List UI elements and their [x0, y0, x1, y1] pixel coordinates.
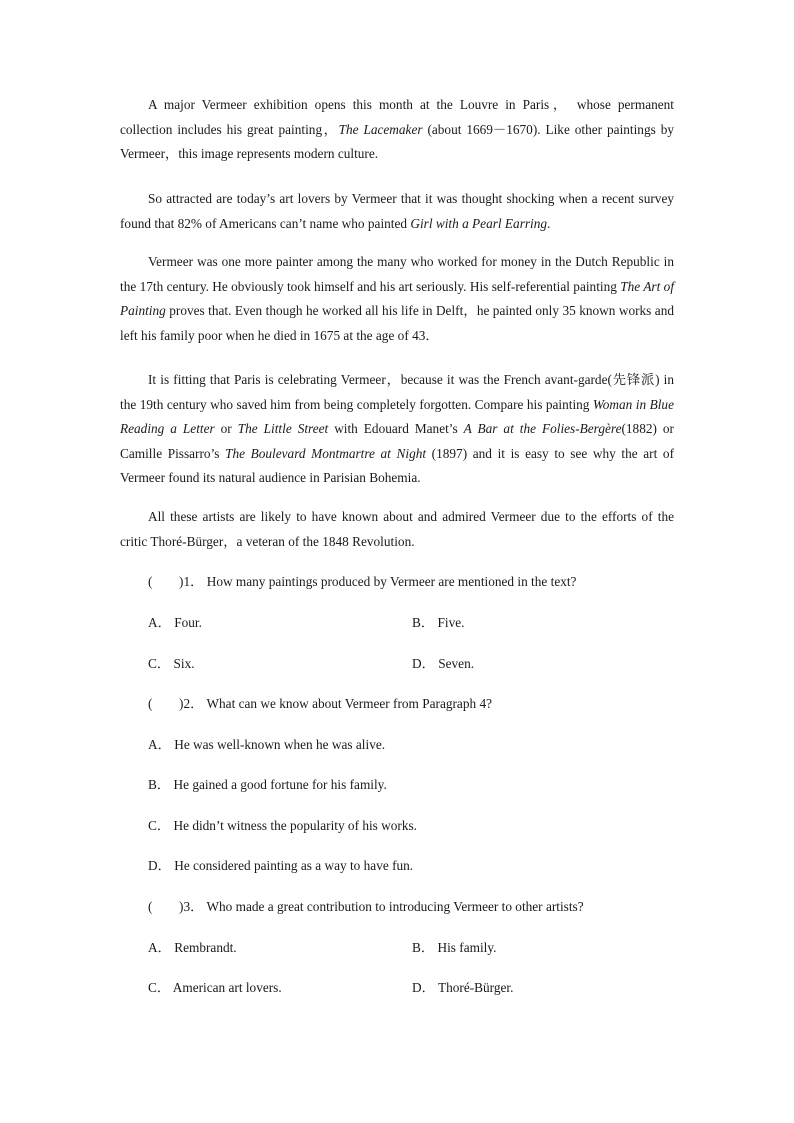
paragraph-4	[120, 368, 674, 491]
paragraph-3	[120, 250, 674, 348]
paragraph-4-text-i: (1897) and it is easy to see why the art of Vermeer found its natural audience in Parisian Bohemia.	[120, 445, 674, 485]
paragraph-5	[120, 505, 674, 554]
paragraph-2-text-a: So attracted are today’s art lovers by Vermeer that it was thought shocking when a recent survey found that 82% of Americans can’t name who painted	[120, 191, 674, 231]
painting-title-bar-folies: A Bar at the Folies-Bergère	[463, 421, 622, 436]
question-3-stem: ( )3． Who made a great contribution to introducing Vermeer to other artists?	[148, 899, 584, 914]
painting-title-boulevard-montmartre: The Boulevard Montmartre at Night	[225, 445, 427, 461]
painting-title-art-of-painting: The Art of Painting	[120, 278, 675, 318]
question-1-option-b[interactable]: B． Five.	[412, 615, 465, 630]
paragraph-4-text-e: with Edouard Manet’s	[328, 421, 464, 436]
paragraph-4-text-c: or	[214, 421, 238, 436]
paragraph-3-text-a: Vermeer was one more painter among the many who worked for money in the Dutch Republic in the 17th century. He obviously took himself and his art seriously. His self-referential painting	[120, 254, 674, 294]
question-3-option-a[interactable]: A． Rembrandt.	[148, 940, 237, 955]
question-1-option-c[interactable]: C． Six.	[148, 656, 195, 671]
question-2-option-d[interactable]: D． He considered painting as a way to have fun.	[148, 858, 414, 873]
painting-title-pearl-earring: Girl with a Pearl Earring	[410, 215, 548, 231]
paragraph-4-text-a: It is fitting that Paris is celebrating Vermeer，because it was the French avant-garde(先锋派) in the 19th century who saved him from being completely forgotten. Compare his painting	[120, 372, 674, 412]
paragraph-1-text-a: A major Vermeer exhibition opens this month at the Louvre in Paris， whose permanent collection includes his great painting，	[120, 97, 674, 137]
question-2-option-b[interactable]: B． He gained a good fortune for his family.	[148, 777, 387, 792]
question-2-stem: ( )2． What can we know about Vermeer from Paragraph 4?	[148, 696, 493, 711]
question-3-option-d[interactable]: D． Thoré-Bürger.	[412, 980, 514, 995]
paragraph-2	[120, 187, 674, 236]
paragraph-1-text-c: (about 1669－1670). Like other paintings by Vermeer，this image represents modern culture.	[120, 121, 674, 161]
painting-title-woman-in-blue: Woman in Blue Reading a Letter	[120, 396, 674, 436]
question-2-option-c[interactable]: C． He didn’t witness the popularity of his works.	[148, 818, 417, 833]
question-1-option-d[interactable]: D． Seven.	[412, 656, 475, 671]
question-1-stem: ( )1． How many paintings produced by Vermeer are mentioned in the text?	[148, 574, 577, 589]
painting-title-lacemaker: The Lacemaker	[338, 121, 423, 137]
paragraph-3-text-c: proves that. Even though he worked all his life in Delft，he painted only 35 known works and left his family poor when he died in 1675 at the age of 43．	[120, 303, 674, 343]
paragraph-5-text: All these artists are likely to have known about and admired Vermeer due to the efforts of the critic Thoré-Bürger，a veteran of the 1848 Revolution.	[120, 509, 674, 549]
paragraph-4-text-g: (1882) or Camille Pissarro’s	[120, 421, 674, 461]
paragraph-1	[120, 93, 674, 167]
paragraph-2-text-c: .	[547, 215, 551, 231]
question-3-option-c[interactable]: C． American art lovers.	[148, 980, 282, 995]
question-3-option-b[interactable]: B． His family.	[412, 940, 497, 955]
question-1-option-a[interactable]: A． Four.	[148, 615, 202, 630]
question-2-option-a[interactable]: A． He was well-known when he was alive.	[148, 737, 386, 752]
painting-title-little-street: The Little Street	[237, 421, 329, 436]
